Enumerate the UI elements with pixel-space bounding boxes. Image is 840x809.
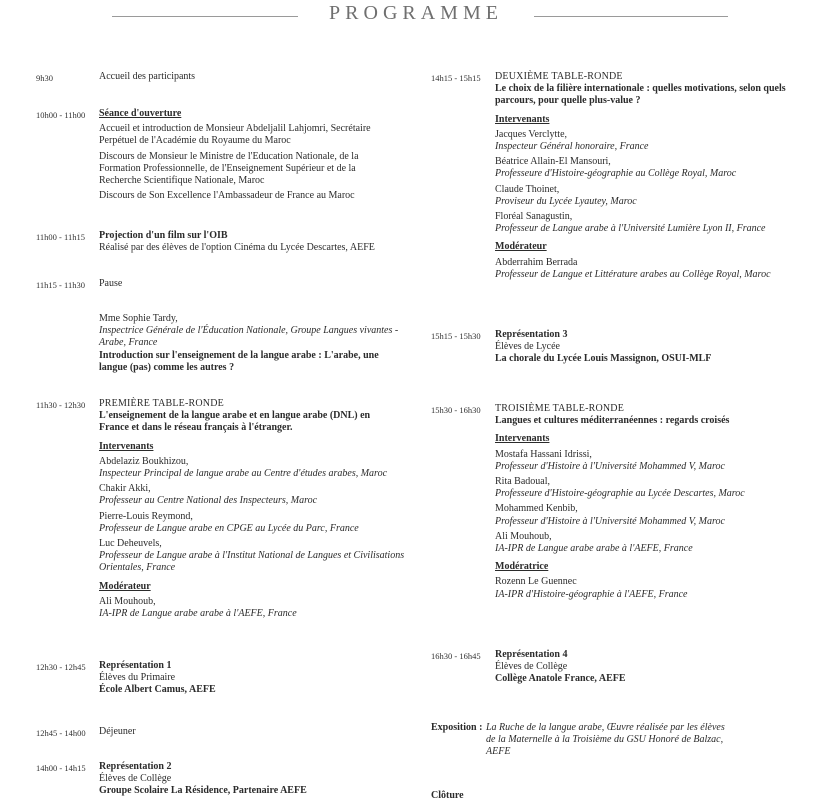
session-line: La chorale du Lycée Louis Massignon, OSUI-MLF — [495, 353, 712, 365]
speaker-role: Professeure d'Histoire-géographie au Lycée Descartes, Maroc — [495, 488, 745, 500]
speaker-role: IA-IPR de Langue arabe arabe à l'AEFE, France — [99, 608, 297, 620]
session-time: 12h45 - 14h00 — [36, 728, 86, 738]
speaker-role: Professeur de Langue arabe à l'Institut National de Langues et Civilisations — [99, 550, 405, 562]
session-line: Collège Anatole France, AEFE — [495, 673, 626, 685]
speaker-role: Professeur au Centre National des Inspecteurs, Maroc — [99, 495, 318, 507]
page-header — [0, 2, 840, 28]
moderateur-label: Modérateur — [99, 580, 151, 592]
speaker-name: Mme Sophie Tardy, — [99, 313, 178, 324]
header-rule-left — [112, 16, 298, 17]
session-time: 10h00 - 11h00 — [36, 110, 86, 120]
speaker-role: Professeure d'Histoire-géographie au Collège Royal, Maroc — [495, 168, 737, 180]
moderateur-label: Modérateur — [495, 241, 547, 253]
session-time: 11h30 - 12h30 — [36, 400, 86, 410]
exposition-line: AEFE — [486, 746, 511, 758]
speaker-role: Professeur de Langue arabe à l'Université Lumière Lyon II, France — [495, 223, 766, 235]
session-text: Accueil des participants — [99, 71, 196, 82]
speaker-name: Chakir Akki, — [99, 483, 151, 495]
speaker-name: Abderrahim Berrada — [495, 256, 578, 268]
speaker-name: Abdelaziz Boukhizou, — [99, 455, 189, 467]
session-time: 15h15 - 15h30 — [431, 331, 481, 341]
speaker-name: Mohammed Kenbib, — [495, 503, 578, 515]
exposition-line: La Ruche de la langue arabe, Œuvre réalisée par les élèves — [486, 722, 725, 733]
session-line: École Albert Camus, AEFE — [99, 684, 216, 696]
session-time: 15h30 - 16h30 — [431, 405, 481, 415]
speaker-role: Arabe, France — [99, 337, 158, 349]
speaker-name: Jacques Verclytte, — [495, 128, 568, 140]
speaker-name: Béatrice Allain-El Mansouri, — [495, 156, 611, 168]
session-line: Élèves de Collège — [495, 661, 568, 673]
session-title: Représentation 2 — [99, 761, 172, 772]
session-title: Séance d'ouverture — [99, 108, 182, 119]
session-heading: PREMIÈRE TABLE-RONDE — [99, 398, 224, 409]
exposition-line: de la Maternelle à la Troisième du GSU Honoré de Balzac, — [486, 734, 724, 746]
session-time: 16h30 - 16h45 — [431, 651, 481, 661]
session-line: Discours de Monsieur le Ministre de l'Education Nationale, de la — [99, 150, 359, 162]
session-line: Groupe Scolaire La Résidence, Partenaire AEFE — [99, 785, 307, 797]
moderatrice-label: Modératrice — [495, 561, 549, 573]
intervenants-label: Intervenants — [495, 113, 550, 125]
session-time: 14h15 - 15h15 — [431, 73, 481, 83]
speaker-name: Ali Mouhoub, — [495, 530, 552, 542]
session-time: 11h15 - 11h30 — [36, 280, 85, 290]
session-line: Élèves de Lycée — [495, 341, 560, 353]
speaker-role: Proviseur du Lycée Lyautey, Maroc — [495, 195, 637, 207]
cloture-label: Clôture — [431, 790, 464, 801]
session-line: Formation Professionnelle, de l'Enseignement Supérieur et de la — [99, 162, 356, 174]
speaker-role: Professeur d'Histoire à l'Université Mohammed V, Maroc — [495, 515, 725, 527]
speaker-role: Inspecteur Général honoraire, France — [495, 141, 649, 153]
session-time: 12h30 - 12h45 — [36, 662, 86, 672]
session-line: Discours de Son Excellence l'Ambassadeur de France au Maroc — [99, 190, 355, 202]
session-heading: TROISIÈME TABLE-RONDE — [495, 403, 625, 414]
session-time: 11h00 - 11h15 — [36, 232, 85, 242]
session-title: France et dans le réseau français à l'étranger. — [99, 422, 293, 434]
header-rule-right — [534, 16, 728, 17]
session-title: L'enseignement de la langue arabe et en langue arabe (DNL) en — [99, 410, 371, 422]
speaker-name: Mostafa Hassani Idrissi, — [495, 448, 592, 460]
intervenants-label: Intervenants — [495, 433, 550, 445]
session-title: Représentation 1 — [99, 660, 172, 671]
speaker-name: Claude Thoinet, — [495, 183, 560, 195]
session-heading: DEUXIÈME TABLE-RONDE — [495, 71, 623, 82]
exposition-label: Exposition : — [431, 722, 483, 733]
speaker-name: Rozenn Le Guennec — [495, 576, 577, 588]
speaker-name: Floréal Sanagustin, — [495, 211, 573, 223]
session-line: Réalisé par des élèves de l'option Cinéma du Lycée Descartes, AEFE — [99, 242, 375, 254]
session-time: 9h30 — [36, 73, 53, 83]
speaker-role: Inspectrice Générale de l'Éducation Nationale, Groupe Langues vivantes - — [99, 325, 399, 337]
session-title: Langues et cultures méditerranéennes : regards croisés — [495, 415, 730, 427]
speaker-role: Inspecteur Principal de langue arabe au Centre d'études arabes, Maroc — [99, 468, 388, 480]
speaker-name: Rita Badoual, — [495, 476, 550, 488]
intervenants-label: Intervenants — [99, 440, 154, 452]
session-title: langue (pas) comme les autres ? — [99, 361, 235, 373]
speaker-role: IA-IPR de Langue arabe arabe à l'AEFE, France — [495, 543, 693, 555]
session-line: Élèves du Primaire — [99, 672, 176, 684]
session-text: Déjeuner — [99, 726, 136, 737]
session-title: Projection d'un film sur l'OIB — [99, 230, 228, 241]
session-text: Pause — [99, 278, 123, 289]
session-title: Le choix de la filière internationale : quelles motivations, selon quels — [495, 83, 786, 95]
session-title: parcours, pour quelle plus-value ? — [495, 95, 641, 107]
speaker-role: Professeur d'Histoire à l'Université Mohammed V, Maroc — [495, 460, 725, 472]
session-line: Perpétuel de l'Académie du Royaume du Maroc — [99, 135, 291, 147]
speaker-name: Ali Mouhoub, — [99, 595, 156, 607]
speaker-name: Luc Deheuvels, — [99, 538, 162, 550]
session-line: Accueil et introduction de Monsieur Abdeljalil Lahjomri, Secrétaire — [99, 123, 371, 135]
session-time: 14h00 - 14h15 — [36, 763, 86, 773]
speaker-role: Professeur de Langue arabe en CPGE au Lycée du Parc, France — [99, 522, 359, 534]
session-title: Introduction sur l'enseignement de la langue arabe : L'arabe, une — [99, 349, 379, 361]
speaker-role: Professeur de Langue et Littérature arabes au Collège Royal, Maroc — [495, 268, 771, 280]
speaker-role: IA-IPR d'Histoire-géographie à l'AEFE, France — [495, 588, 688, 600]
session-title: Représentation 4 — [495, 649, 568, 660]
page-title: PROGRAMME — [329, 2, 503, 24]
session-title: Représentation 3 — [495, 329, 568, 340]
speaker-name: Pierre-Louis Reymond, — [99, 510, 193, 522]
speaker-role: Orientales, France — [99, 562, 176, 574]
session-line: Élèves de Collège — [99, 773, 172, 785]
session-line: Recherche Scientifique Nationale, Maroc — [99, 175, 265, 187]
